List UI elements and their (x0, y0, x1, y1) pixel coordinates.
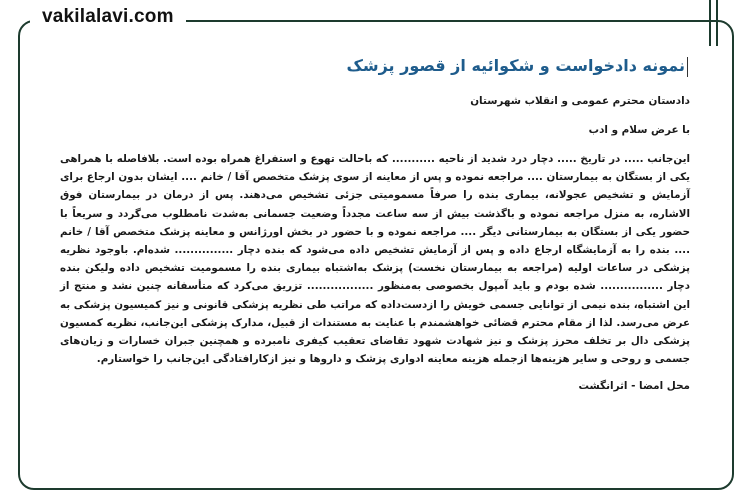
text-cursor (687, 57, 688, 77)
document-body: این‌جانب ..... در تاریخ ..... دچار درد شدید از ناحیه ........... که باحالت تهوع و استفراغ همراه بوده است. بلافاصله با همراهی یکی از بستگان به بیمارستان .... مراجعه نموده و پس از معاینه از سوی پزشک متخصص آقا / خانم .... ایشان بدون ارجاع برای آزمایش و تشخیص عجولانه، بیماری بنده را صرفاً مسمومیتی جزئی تشخیص می‌دهند. پس از درمان در بیمارستان فوق الاشاره، به منزل مراجعه نموده و باگذشت بیش از سه ساعت مجدداً وضعیت جسمانی به‌شدت نامطلوب می‌گردد و سریعاً با حضور یکی از بستگان به بیمارستانی دیگر .... مراجعه نموده و با حضور در بخش اورژانس و معاینه پزشک متخصص آقا / خانم .... بنده را به آزمایشگاه ارجاع داده و پس از آزمایش تشخیص داده می‌شود که بنده دچار ............... شده‌ام. باوجود نظریه پزشکی در ساعات اولیه (مراجعه به بیمارستان نخست) پزشک به‌اشتباه بیماری بنده را مسمومیت تشخیص داده ولیکن بنده دچار ................ شده بودم و باید آمپول بخصوصی به‌منظور ................. تزریق می‌کرد که متأسفانه چنین نشد و منتج از این اشتباه، بنده نیمی از توانایی جسمی خویش را ازدست‌داده که مراتب طی نظریه پزشکی قانونی و نیز کمیسیون پزشکی به عرض می‌رسد. لذا از مقام محترم قضائی خواهشمندم با عنایت به مستندات از قبیل، مدارک پزشکی این‌جانب، نظریه کمسیون پزشکی دال بر تخلف محرز پزشک و نیز شهادت شهود تقاضای تعقیب کیفری نامبرده و همچنین جبران خسارات و زیان‌های جسمی و روحی و سایر هزینه‌ها ازجمله هزینه معاینه ادواری پزشک و داروها و نیز ازکارافتادگی این‌جانب را خواستارم. (60, 153, 690, 366)
brand-name: vakilalavi.com (42, 6, 174, 27)
document-greeting: با عرض سلام و ادب (588, 124, 690, 136)
document-title (60, 54, 690, 78)
document-title-text: نمونه دادخواست و شکوائیه از قصور پزشک (346, 56, 685, 75)
decor-bar-1 (709, 0, 711, 46)
document-addressee: دادستان محترم عمومی و انقلاب شهرستان (470, 95, 690, 107)
document (60, 54, 690, 392)
document-signature: محل امضا - اثرانگشت (578, 380, 690, 393)
decor-bar-2 (716, 0, 718, 46)
brand-header (30, 6, 186, 28)
